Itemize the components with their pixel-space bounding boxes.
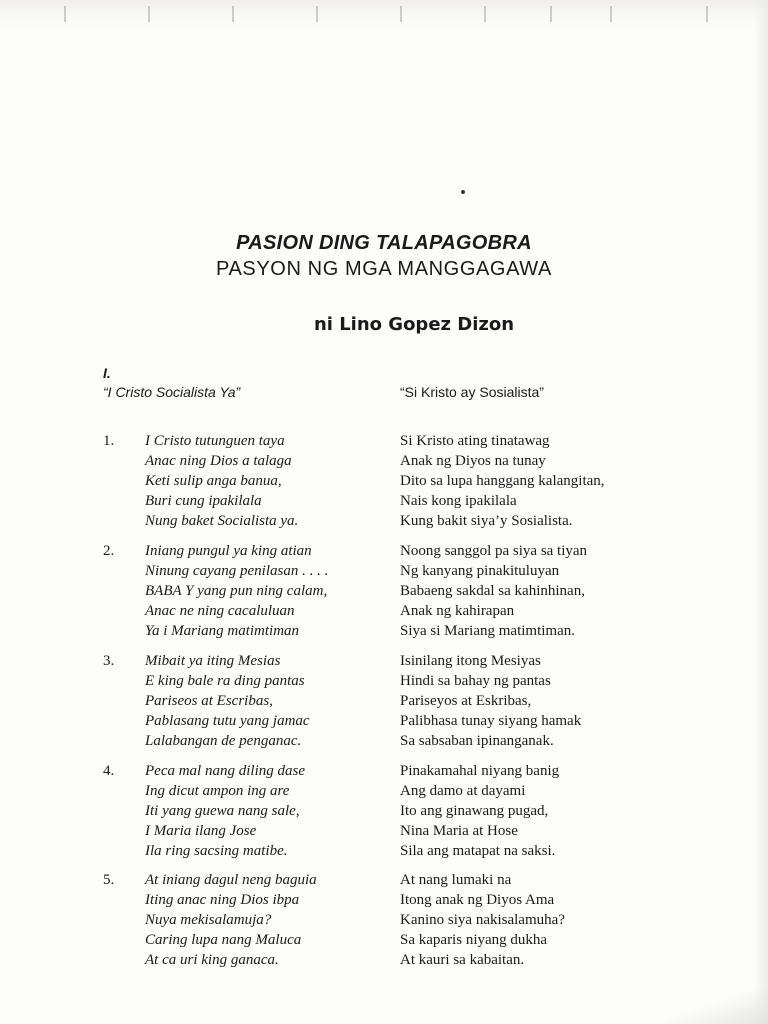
verse-line: Noong sanggol pa siya sa tiyan xyxy=(400,543,588,559)
verse-line: Nais kong ipakilala xyxy=(400,493,517,509)
verse-line: Sila ang matapat na saksi. xyxy=(400,843,556,859)
verse-line: Nina Maria at Hose xyxy=(400,823,518,839)
section-title-pampango: “I Cristo Socialista Ya” xyxy=(103,384,241,400)
verse-line: Pablasang tutu yang jamac xyxy=(145,713,310,729)
scan-mark xyxy=(484,6,486,22)
stanza-number: 4. xyxy=(103,763,115,779)
verse-line: Anak ng Diyos na tunay xyxy=(400,453,546,469)
verse-line: I Maria ilang Jose xyxy=(145,823,257,839)
stanza-pampango xyxy=(145,870,317,970)
verse-line: Keti sulip anga banua, xyxy=(145,473,282,489)
title-tagalog: PASYON NG MGA MANGGAGAWA xyxy=(216,258,552,280)
verse-line: Isinilang itong Mesiyas xyxy=(400,653,541,669)
verse-line: At ca uri king ganaca. xyxy=(145,952,279,968)
verse-line: Nung baket Socialista ya. xyxy=(145,513,299,529)
scan-mark xyxy=(316,6,318,22)
ornament-dot xyxy=(461,190,465,194)
stanza-pampango xyxy=(145,761,305,861)
stanza-tagalog xyxy=(400,870,565,970)
section-title-tagalog: “Si Kristo ay Sosialista” xyxy=(400,384,544,400)
verse-line: Pariseos at Escribas, xyxy=(145,693,273,709)
stanza-number: 2. xyxy=(103,543,115,559)
scan-mark xyxy=(64,6,66,22)
verse-line: Iti yang guewa nang sale, xyxy=(145,803,300,819)
verse-line: Si Kristo ating tinatawag xyxy=(400,433,550,449)
verse-line: Anak ng kahirapan xyxy=(400,603,515,619)
verse-line: Palibhasa tunay siyang hamak xyxy=(400,713,582,729)
verse-line: Siya si Mariang matimtiman. xyxy=(400,623,575,639)
verse-line: At iniang dagul neng baguia xyxy=(145,872,317,888)
verse-line: Ila ring sacsing matibe. xyxy=(145,843,288,859)
stanza-pampango xyxy=(145,541,328,641)
scan-mark xyxy=(706,6,708,22)
verse-line: Mibait ya iting Mesias xyxy=(145,653,281,669)
scan-top-edge xyxy=(0,0,768,30)
scan-mark xyxy=(148,6,150,22)
verse-line: Buri cung ipakilala xyxy=(145,493,262,509)
scan-mark xyxy=(232,6,234,22)
verse-line: At nang lumaki na xyxy=(400,872,512,888)
verse-line: E king bale ra ding pantas xyxy=(145,673,305,689)
scan-corner-shadow xyxy=(648,984,768,1024)
verse-line: Lalabangan de penganac. xyxy=(145,733,302,749)
stanza-number: 3. xyxy=(103,653,115,669)
scan-mark xyxy=(550,6,552,22)
title-pampango: PASION DING TALAPAGOBRA xyxy=(236,232,532,254)
verse-line: Caring lupa nang Maluca xyxy=(145,932,302,948)
verse-line: Ninung cayang penilasan . . . . xyxy=(145,563,329,579)
verse-line: Pinakamahal niyang banig xyxy=(400,763,560,779)
verse-line: Iniang pungul ya king atian xyxy=(145,543,312,559)
verse-line: BABA Y yang pun ning calam, xyxy=(145,583,328,599)
stanza-pampango xyxy=(145,431,298,531)
verse-line: Sa kaparis niyang dukha xyxy=(400,932,548,948)
author-byline: ni Lino Gopez Dizon xyxy=(313,314,515,335)
stanza-tagalog xyxy=(400,761,559,861)
scan-mark xyxy=(400,6,402,22)
stanza-pampango xyxy=(145,651,310,751)
verse-line: Kung bakit siya’y Sosialista. xyxy=(400,513,573,529)
verse-line: Ing dicut ampon ing are xyxy=(145,783,290,799)
stanza-tagalog xyxy=(400,651,581,751)
verse-line: Peca mal nang diling dase xyxy=(145,763,305,779)
verse-line: I Cristo tutunguen taya xyxy=(145,433,285,449)
verse-line: Hindi sa bahay ng pantas xyxy=(400,673,551,689)
verse-line: Anac ning Dios a talaga xyxy=(145,453,292,469)
section-number: I. xyxy=(103,365,111,381)
verse-line: Iting anac ning Dios ibpa xyxy=(145,892,300,908)
stanza-tagalog xyxy=(400,541,587,641)
verse-line: Ya i Mariang matimtiman xyxy=(145,623,300,639)
verse-line: Sa sabsaban ipinanganak. xyxy=(400,733,554,749)
stanza-number: 5. xyxy=(103,872,115,888)
verse-line: Dito sa lupa hanggang kalangitan, xyxy=(400,473,605,489)
verse-line: Kanino siya nakisalamuha? xyxy=(400,912,565,928)
verse-line: Itong anak ng Diyos Ama xyxy=(400,892,555,908)
stanza-number: 1. xyxy=(103,433,115,449)
verse-line: Pariseyos at Eskribas, xyxy=(400,693,532,709)
verse-line: At kauri sa kabaitan. xyxy=(400,952,525,968)
scan-mark xyxy=(610,6,612,22)
verse-line: Ng kanyang pinakituluyan xyxy=(400,563,560,579)
verse-line: Babaeng sakdal sa kahinhinan, xyxy=(400,583,585,599)
stanza-tagalog xyxy=(400,431,605,531)
verse-line: Anac ne ning cacaluluan xyxy=(145,603,295,619)
verse-line: Nuya mekisalamuja? xyxy=(145,912,272,928)
scan-right-edge xyxy=(754,0,768,1024)
verse-line: Ang damo at dayami xyxy=(400,783,526,799)
verse-line: Ito ang ginawang pugad, xyxy=(400,803,549,819)
